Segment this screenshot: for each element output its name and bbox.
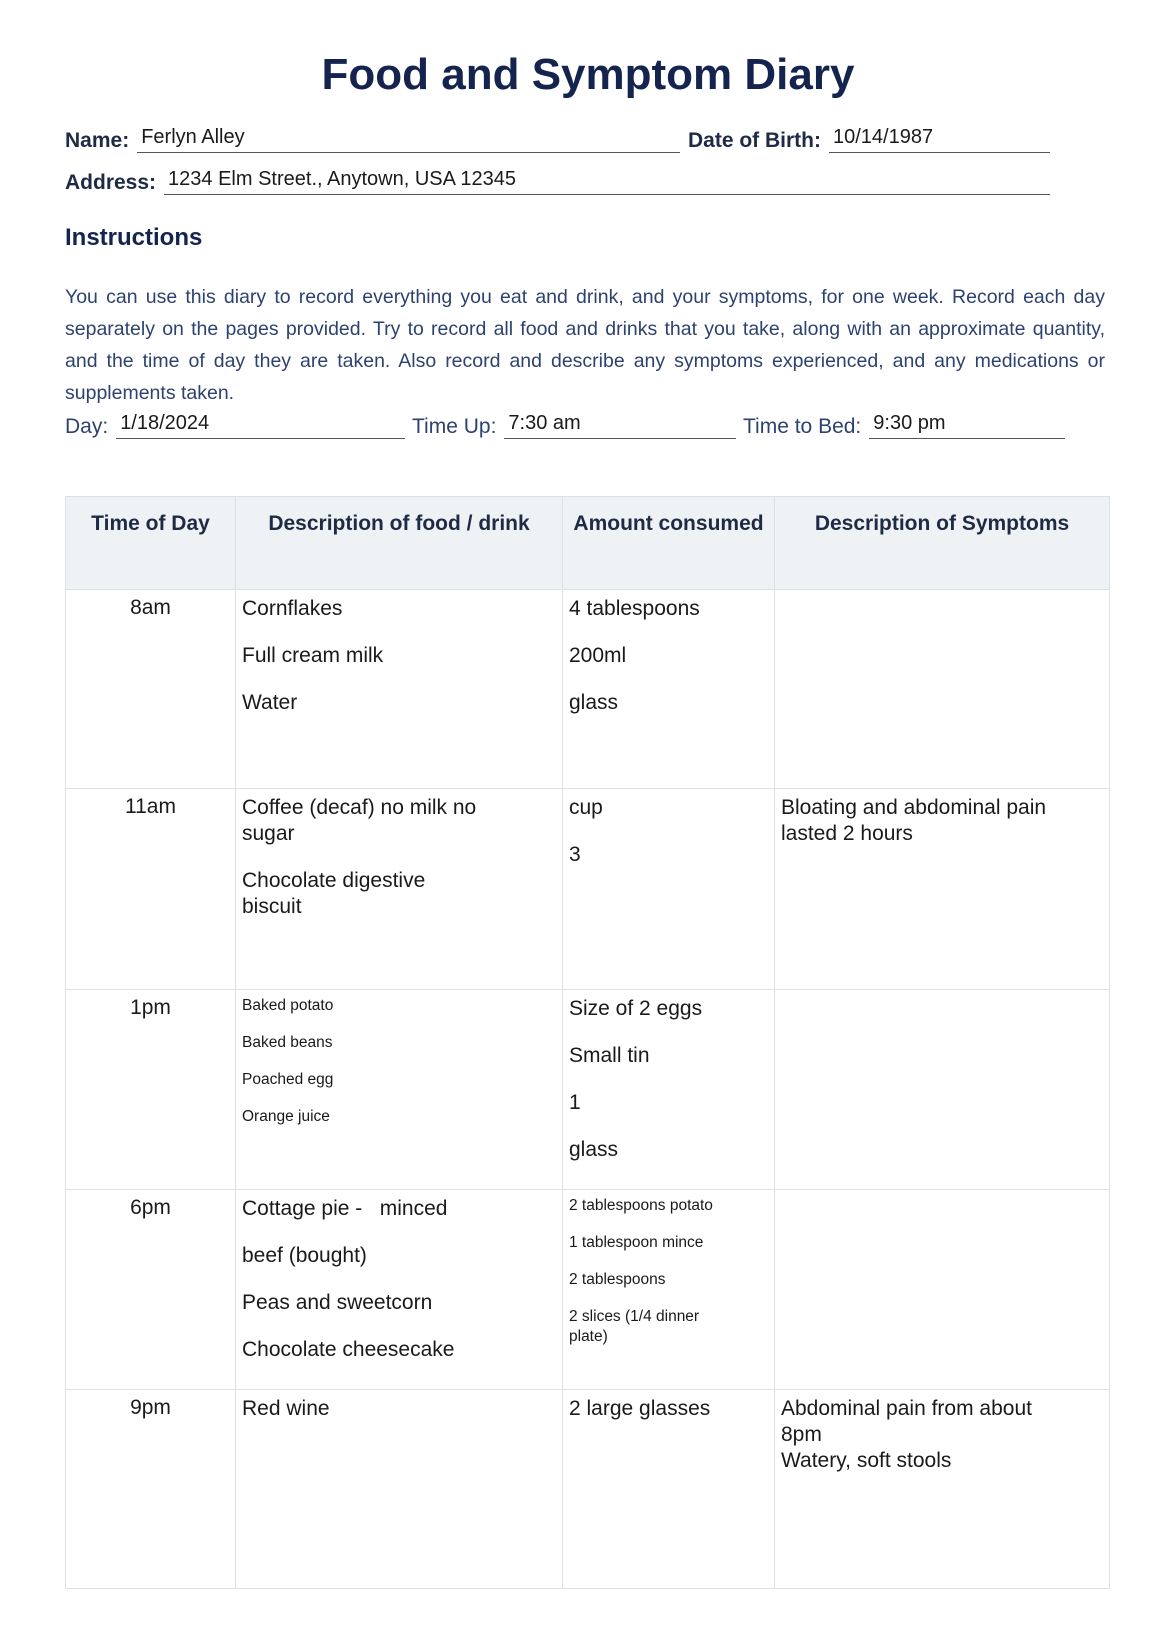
diary-table xyxy=(65,496,1110,1589)
table-row xyxy=(66,1190,1110,1390)
time-cell: 8am xyxy=(66,590,236,789)
amount-cell xyxy=(563,1190,775,1390)
table-row xyxy=(66,1390,1110,1589)
day-field[interactable] xyxy=(65,411,405,439)
amount-entry: 2 tablespoons potato xyxy=(569,1197,713,1214)
time-up-label: Time Up: xyxy=(412,415,497,438)
amount-cell xyxy=(563,590,775,789)
amount-entry: 1 xyxy=(569,1091,581,1114)
amount-entry: 2 tablespoons xyxy=(569,1271,666,1288)
food-cell xyxy=(236,1390,563,1589)
food-entry: Peas and sweetcorn xyxy=(242,1291,433,1314)
amount-entry: Size of 2 eggs xyxy=(569,997,703,1020)
amount-entry: 3 xyxy=(569,843,581,866)
header-amount: Amount consumed xyxy=(563,497,775,590)
instructions-text: You can use this diary to record everything you eat and drink, and your symptoms, for one week. Record each day separately on the pages provided. Try to record all food and drinks that you take, along with an approximate quantity, and the time of day they are taken. Also record and describe any symptoms experienced, and any medications or supplements taken. xyxy=(65,286,1105,404)
amount-cell xyxy=(563,1390,775,1589)
food-entry: Cornflakes xyxy=(242,597,343,620)
amount-entry: 2 large glasses xyxy=(569,1397,711,1420)
name-value[interactable]: Ferlyn Alley xyxy=(137,125,680,153)
symptom-entry: Abdominal pain from about 8pm xyxy=(781,1397,1032,1446)
time-cell: 6pm xyxy=(66,1190,236,1390)
dob-field[interactable] xyxy=(688,125,1050,153)
amount-entry: 4 tablespoons xyxy=(569,597,700,620)
day-label: Day: xyxy=(65,415,109,438)
time-up-value[interactable]: 7:30 am xyxy=(504,411,736,439)
amount-entry: cup xyxy=(569,796,603,819)
food-entry: Baked potato xyxy=(242,997,334,1014)
time-bed-field[interactable] xyxy=(743,411,1065,439)
amount-entry: glass xyxy=(569,1138,619,1161)
food-entry: Poached egg xyxy=(242,1071,334,1088)
amount-entry: 200ml xyxy=(569,644,627,667)
food-entry: Cottage pie - minced xyxy=(242,1197,448,1220)
address-label: Address: xyxy=(65,171,157,194)
food-entry: Chocolate digestive biscuit xyxy=(242,869,426,918)
amount-entry: 2 slices (1/4 dinner plate) xyxy=(569,1308,700,1345)
food-entry: Chocolate cheesecake xyxy=(242,1338,455,1361)
name-label: Name: xyxy=(65,129,130,152)
table-row xyxy=(66,590,1110,789)
symptom-entry: Bloating and abdominal pain lasted 2 hours xyxy=(781,796,1047,845)
time-up-field[interactable] xyxy=(412,411,736,439)
food-cell xyxy=(236,1190,563,1390)
symptoms-cell xyxy=(775,590,1110,789)
header-time: Time of Day xyxy=(66,497,236,590)
food-entry: Red wine xyxy=(242,1397,330,1420)
food-cell xyxy=(236,789,563,990)
food-entry: Orange juice xyxy=(242,1108,330,1125)
symptoms-cell xyxy=(775,990,1110,1190)
instructions-heading: Instructions xyxy=(65,224,203,251)
symptom-entry: Watery, soft stools xyxy=(781,1449,952,1472)
food-entry: Coffee (decaf) no milk no sugar xyxy=(242,796,477,845)
dob-label: Date of Birth: xyxy=(688,129,821,152)
time-bed-value[interactable]: 9:30 pm xyxy=(869,411,1065,439)
amount-cell xyxy=(563,990,775,1190)
food-entry: Water xyxy=(242,691,298,714)
food-cell xyxy=(236,590,563,789)
address-field[interactable] xyxy=(65,167,1050,195)
amount-cell xyxy=(563,789,775,990)
header-symptoms: Description of Symptoms xyxy=(775,497,1110,590)
table-row xyxy=(66,789,1110,990)
time-bed-label: Time to Bed: xyxy=(743,415,862,438)
food-entry: Full cream milk xyxy=(242,644,384,667)
food-entry: Baked beans xyxy=(242,1034,333,1051)
amount-entry: glass xyxy=(569,691,619,714)
time-cell: 1pm xyxy=(66,990,236,1190)
amount-entry: Small tin xyxy=(569,1044,650,1067)
symptoms-cell xyxy=(775,1390,1110,1589)
food-cell xyxy=(236,990,563,1190)
symptoms-cell xyxy=(775,789,1110,990)
amount-entry: 1 tablespoon mince xyxy=(569,1234,704,1251)
time-cell: 11am xyxy=(66,789,236,990)
dob-value[interactable]: 10/14/1987 xyxy=(829,125,1050,153)
symptoms-cell xyxy=(775,1190,1110,1390)
table-header-row xyxy=(66,497,1110,590)
page-title: Food and Symptom Diary xyxy=(321,50,855,99)
address-value[interactable]: 1234 Elm Street., Anytown, USA 12345 xyxy=(164,167,1050,195)
food-entry: beef (bought) xyxy=(242,1244,367,1267)
name-field[interactable] xyxy=(65,125,680,153)
header-food: Description of food / drink xyxy=(236,497,563,590)
table-row xyxy=(66,990,1110,1190)
time-cell: 9pm xyxy=(66,1390,236,1589)
day-value[interactable]: 1/18/2024 xyxy=(116,411,405,439)
